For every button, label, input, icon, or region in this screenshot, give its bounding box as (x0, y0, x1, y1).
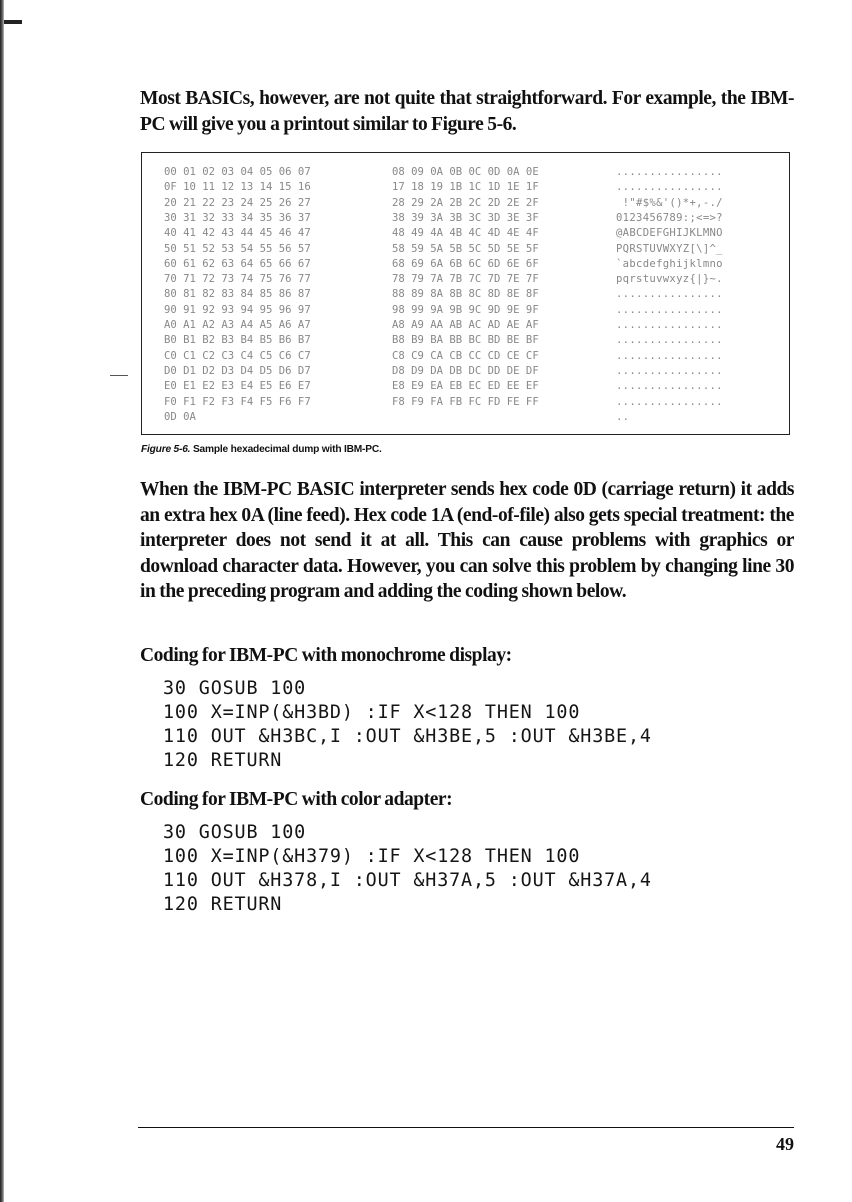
dump-ascii: ................ (616, 349, 723, 362)
dump-hex-right: E8 E9 EA EB EC ED EE EF (392, 380, 539, 393)
dump-hex-left: 50 51 52 53 54 55 56 57 (164, 242, 311, 255)
dump-row (164, 333, 766, 347)
dump-hex-right: 28 29 2A 2B 2C 2D 2E 2F (392, 196, 539, 209)
dump-hex-left: 80 81 82 83 84 85 86 87 (164, 288, 311, 301)
dump-row (164, 410, 766, 424)
dump-ascii: ................ (616, 319, 723, 331)
dump-hex-left: 90 91 92 93 94 95 96 97 (164, 303, 311, 316)
code-line: 100 X=INP(&H379) :IF X<128 THEN 100 (163, 846, 581, 867)
dump-row (164, 303, 766, 317)
dump-row (164, 211, 766, 225)
dump-ascii: ................ (616, 303, 723, 316)
code-line: 110 OUT &H378,I :OUT &H37A,5 :OUT &H37A,4 (163, 870, 652, 891)
footer-rule (138, 1127, 794, 1128)
dump-row (164, 257, 766, 271)
dump-ascii: ................ (616, 288, 723, 301)
dump-hex-right: 38 39 3A 3B 3C 3D 3E 3F (392, 211, 539, 224)
color-heading: Coding for IBM-PC with color adapter: (140, 789, 453, 810)
dump-hex-right: 68 69 6A 6B 6C 6D 6E 6F (392, 257, 539, 270)
dump-hex-right: 78 79 7A 7B 7C 7D 7E 7F (392, 273, 539, 286)
dump-hex-left: A0 A1 A2 A3 A4 A5 A6 A7 (164, 319, 311, 331)
dump-ascii: .. (616, 410, 630, 423)
dump-hex-right: 58 59 5A 5B 5C 5D 5E 5F (392, 242, 539, 255)
dump-ascii: 0123456789:;<=>? (616, 211, 723, 224)
mono-code-block (163, 677, 652, 773)
page-number: 49 (776, 1134, 794, 1154)
dump-hex-right: 88 89 8A 8B 8C 8D 8E 8F (392, 288, 539, 301)
dump-hex-left: 40 41 42 43 44 45 46 47 (164, 227, 311, 240)
dump-hex-left: 30 31 32 33 34 35 36 37 (164, 211, 311, 224)
dump-ascii: ................ (616, 380, 723, 393)
dump-hex-right: C8 C9 CA CB CC CD CE CF (392, 349, 539, 362)
code-line: 110 OUT &H3BC,I :OUT &H3BE,5 :OUT &H3BE,4 (163, 726, 652, 747)
dump-ascii: PQRSTUVWXYZ[\]^_ (616, 242, 723, 255)
dump-row (164, 318, 766, 332)
dump-ascii: @ABCDEFGHIJKLMNO (616, 227, 723, 240)
dump-ascii: ................ (616, 181, 723, 194)
dump-hex-right: F8 F9 FA FB FC FD FE FF (392, 395, 539, 408)
dump-row (164, 196, 766, 210)
dump-hex-left: 20 21 22 23 24 25 26 27 (164, 196, 311, 209)
dump-hex-left: B0 B1 B2 B3 B4 B5 B6 B7 (164, 334, 311, 347)
dump-hex-right: A8 A9 AA AB AC AD AE AF (392, 319, 539, 331)
hex-dump-figure (141, 152, 790, 435)
dump-ascii: ................ (616, 166, 723, 178)
dump-ascii: ................ (616, 395, 723, 408)
body-paragraph: When the IBM-PC BASIC interpreter sends hex code 0D (carriage return) it adds an extra hex 0A (line feed). Hex code 1A (end-of-file) also gets special treatment: the interpreter does not send it at all. This can cause problems with graphics or download character data. However, you can solve this problem by changing line 30 in the preceding program and adding the coding shown below. (140, 479, 794, 602)
margin-mark (110, 375, 128, 376)
dump-hex-right: D8 D9 DA DB DC DD DE DF (392, 364, 539, 377)
dump-hex-left: F0 F1 F2 F3 F4 F5 F6 F7 (164, 395, 311, 408)
scan-edge (0, 0, 4, 1202)
dump-row (164, 395, 766, 409)
dump-ascii: ................ (616, 334, 723, 347)
dump-row (164, 242, 766, 256)
code-line: 100 X=INP(&H3BD) :IF X<128 THEN 100 (163, 702, 581, 723)
dump-row (164, 379, 766, 393)
code-line: 30 GOSUB 100 (163, 678, 307, 699)
color-code-block (163, 821, 652, 917)
dump-ascii: pqrstuvwxyz{|}~. (616, 273, 723, 286)
code-line: 120 RETURN (163, 894, 283, 915)
figure-caption-label: Figure 5-6. (141, 444, 191, 455)
dump-hex-left: 70 71 72 73 74 75 76 77 (164, 273, 311, 286)
dump-hex-right: 98 99 9A 9B 9C 9D 9E 9F (392, 303, 539, 316)
dump-ascii: ................ (616, 364, 723, 377)
code-line: 30 GOSUB 100 (163, 822, 307, 843)
dump-hex-left: 00 01 02 03 04 05 06 07 (164, 166, 311, 178)
dump-hex-right: 08 09 0A 0B 0C 0D 0A 0E (392, 166, 539, 178)
dump-row (164, 287, 766, 301)
dump-row (164, 272, 766, 286)
dump-hex-left: 60 61 62 63 64 65 66 67 (164, 257, 311, 270)
dump-ascii: !"#$%&'()*+,-./ (616, 196, 723, 209)
mono-heading: Coding for IBM-PC with monochrome display: (140, 645, 512, 666)
dump-hex-right: 17 18 19 1B 1C 1D 1E 1F (392, 181, 539, 194)
scan-mark (4, 20, 22, 24)
intro-paragraph: Most BASICs, however, are not quite that straightforward. For example, the IBM-PC will give you a printout similar to Figure 5-6. (140, 88, 794, 135)
dump-hex-left: C0 C1 C2 C3 C4 C5 C6 C7 (164, 349, 311, 362)
dump-row (164, 180, 766, 194)
dump-hex-left: 0D 0A (164, 410, 196, 423)
dump-hex-right: B8 B9 BA BB BC BD BE BF (392, 334, 539, 347)
code-line: 120 RETURN (163, 750, 283, 771)
dump-hex-right: 48 49 4A 4B 4C 4D 4E 4F (392, 227, 539, 240)
dump-hex-left: D0 D1 D2 D3 D4 D5 D6 D7 (164, 364, 311, 377)
dump-row (164, 364, 766, 378)
figure-caption (141, 444, 382, 455)
dump-row (164, 349, 766, 363)
dump-hex-left: 0F 10 11 12 13 14 15 16 (164, 181, 311, 194)
dump-row (164, 165, 766, 179)
dump-row (164, 226, 766, 240)
dump-hex-left: E0 E1 E2 E3 E4 E5 E6 E7 (164, 380, 311, 393)
figure-caption-text: Sample hexadecimal dump with IBM-PC. (190, 444, 382, 455)
dump-ascii: `abcdefghijklmno (616, 257, 723, 270)
